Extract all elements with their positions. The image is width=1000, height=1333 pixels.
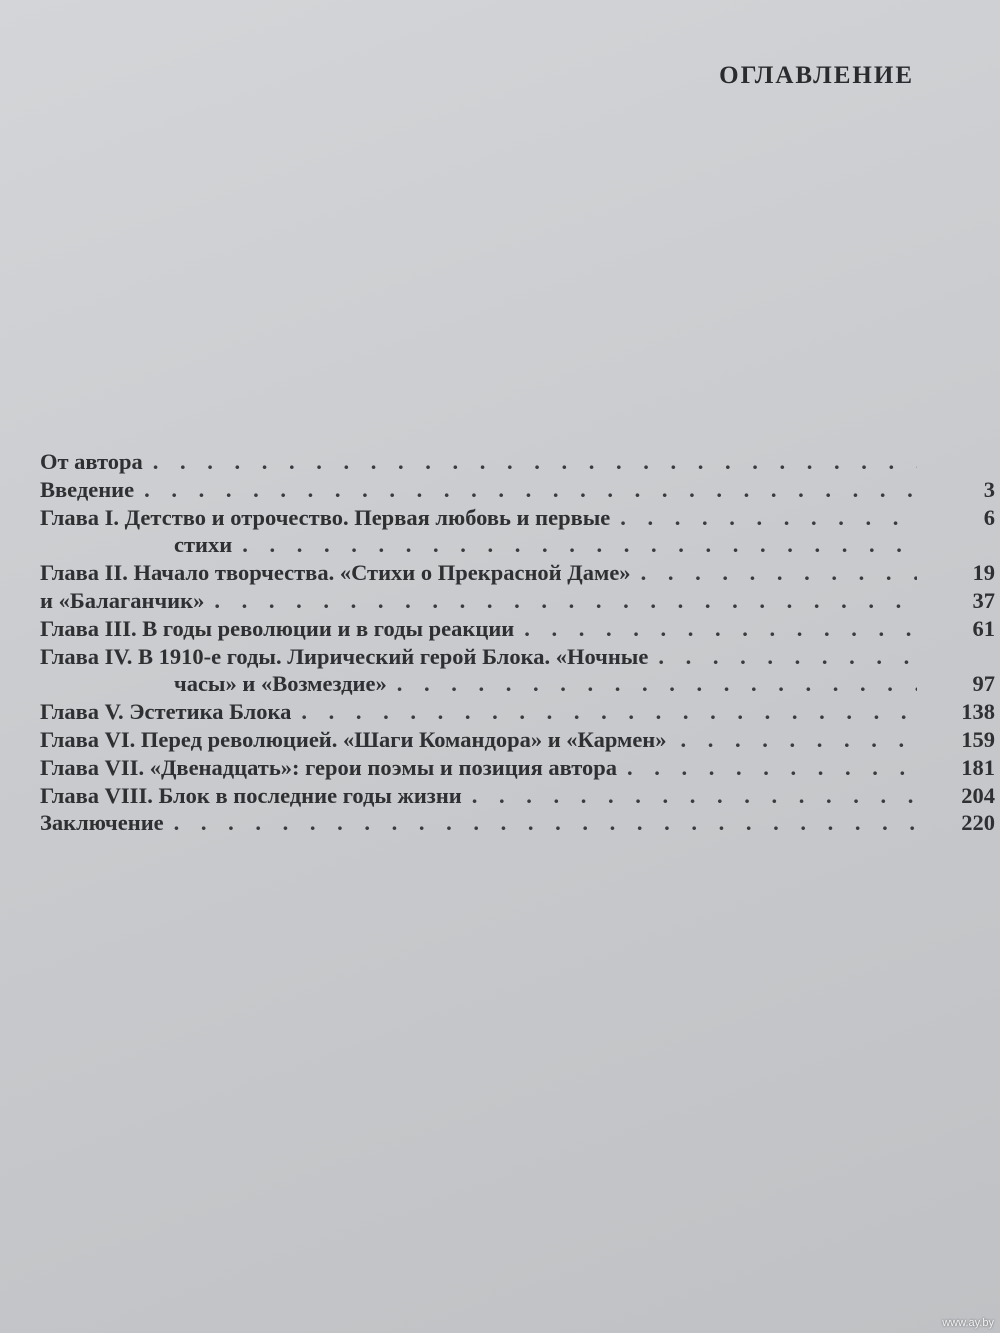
toc-entry-title-continuation: и «Балаганчик»: [40, 587, 205, 613]
toc-entry-title: Глава III. В годы революции и в годы реакции: [40, 615, 515, 641]
toc-heading: ОГЛАВЛЕНИЕ: [719, 62, 914, 89]
dot-leader: [658, 643, 917, 671]
toc-entry-introduction: [40, 476, 995, 504]
toc-page-number: 97: [972, 671, 995, 697]
toc-entry-title: Глава I. Детство и отрочество. Первая любовь и первые: [40, 504, 611, 530]
toc-entry-conclusion: [40, 809, 995, 837]
dot-leader: [524, 615, 917, 643]
dot-leader: [174, 809, 917, 837]
toc-entry-chapter-2: [40, 559, 995, 615]
table-of-contents: [40, 448, 995, 837]
dot-leader: [681, 726, 917, 754]
dot-leader: [472, 782, 917, 810]
toc-entry-title: Введение: [40, 476, 135, 502]
toc-entry-title: Глава VIII. Блок в последние годы жизни: [40, 782, 462, 808]
dot-leader: [627, 754, 917, 782]
dot-leader: [620, 504, 917, 532]
toc-entry-title: Глава IV. В 1910-е годы. Лирический герой Блока. «Ночные: [40, 643, 649, 669]
toc-page-number: 3: [983, 476, 995, 502]
dot-leader: [144, 476, 917, 504]
toc-entry-title-continuation: стихи: [174, 532, 233, 558]
toc-entry-title: Заключение: [40, 810, 164, 836]
toc-entry-chapter-4: [40, 643, 995, 699]
toc-entry-chapter-7: [40, 754, 995, 782]
dot-leader: [301, 698, 917, 726]
dot-leader: [397, 670, 917, 698]
toc-entry-title: Глава II. Начало творчества. «Стихи о Прекрасной Даме»: [40, 560, 631, 586]
toc-entry-chapter-5: [40, 698, 995, 726]
toc-page-number: 6: [983, 504, 995, 530]
dot-leader: [641, 559, 917, 587]
dot-leader: [242, 531, 917, 559]
toc-page-number: 138: [961, 699, 995, 725]
toc-entry-title: Глава VI. Перед революцией. «Шаги Командора» и «Кармен»: [40, 726, 667, 752]
toc-entry-chapter-8: [40, 782, 995, 810]
toc-entry-title-continuation: часы» и «Возмездие»: [174, 671, 387, 697]
toc-page-number: 159: [961, 726, 995, 752]
toc-page-number: 37: [972, 587, 995, 613]
toc-entry-title: От автора: [40, 449, 143, 474]
toc-page-number: 181: [961, 754, 995, 780]
toc-page-number: 204: [961, 782, 995, 808]
toc-page-number: 61: [972, 615, 995, 641]
toc-entry-from-author: [40, 448, 995, 476]
toc-entry-title: Глава V. Эстетика Блока: [40, 699, 292, 725]
toc-entry-title: Глава VII. «Двенадцать»: герои поэмы и позиция автора: [40, 754, 618, 780]
toc-entry-chapter-3: [40, 615, 995, 643]
watermark: www.ay.by: [942, 1317, 994, 1329]
toc-entry-chapter-1: [40, 504, 995, 560]
toc-page-number: 19: [972, 560, 995, 586]
dot-leader: [214, 587, 917, 615]
toc-page-number: 220: [961, 810, 995, 836]
dot-leader: [153, 448, 917, 476]
toc-entry-chapter-6: [40, 726, 995, 754]
